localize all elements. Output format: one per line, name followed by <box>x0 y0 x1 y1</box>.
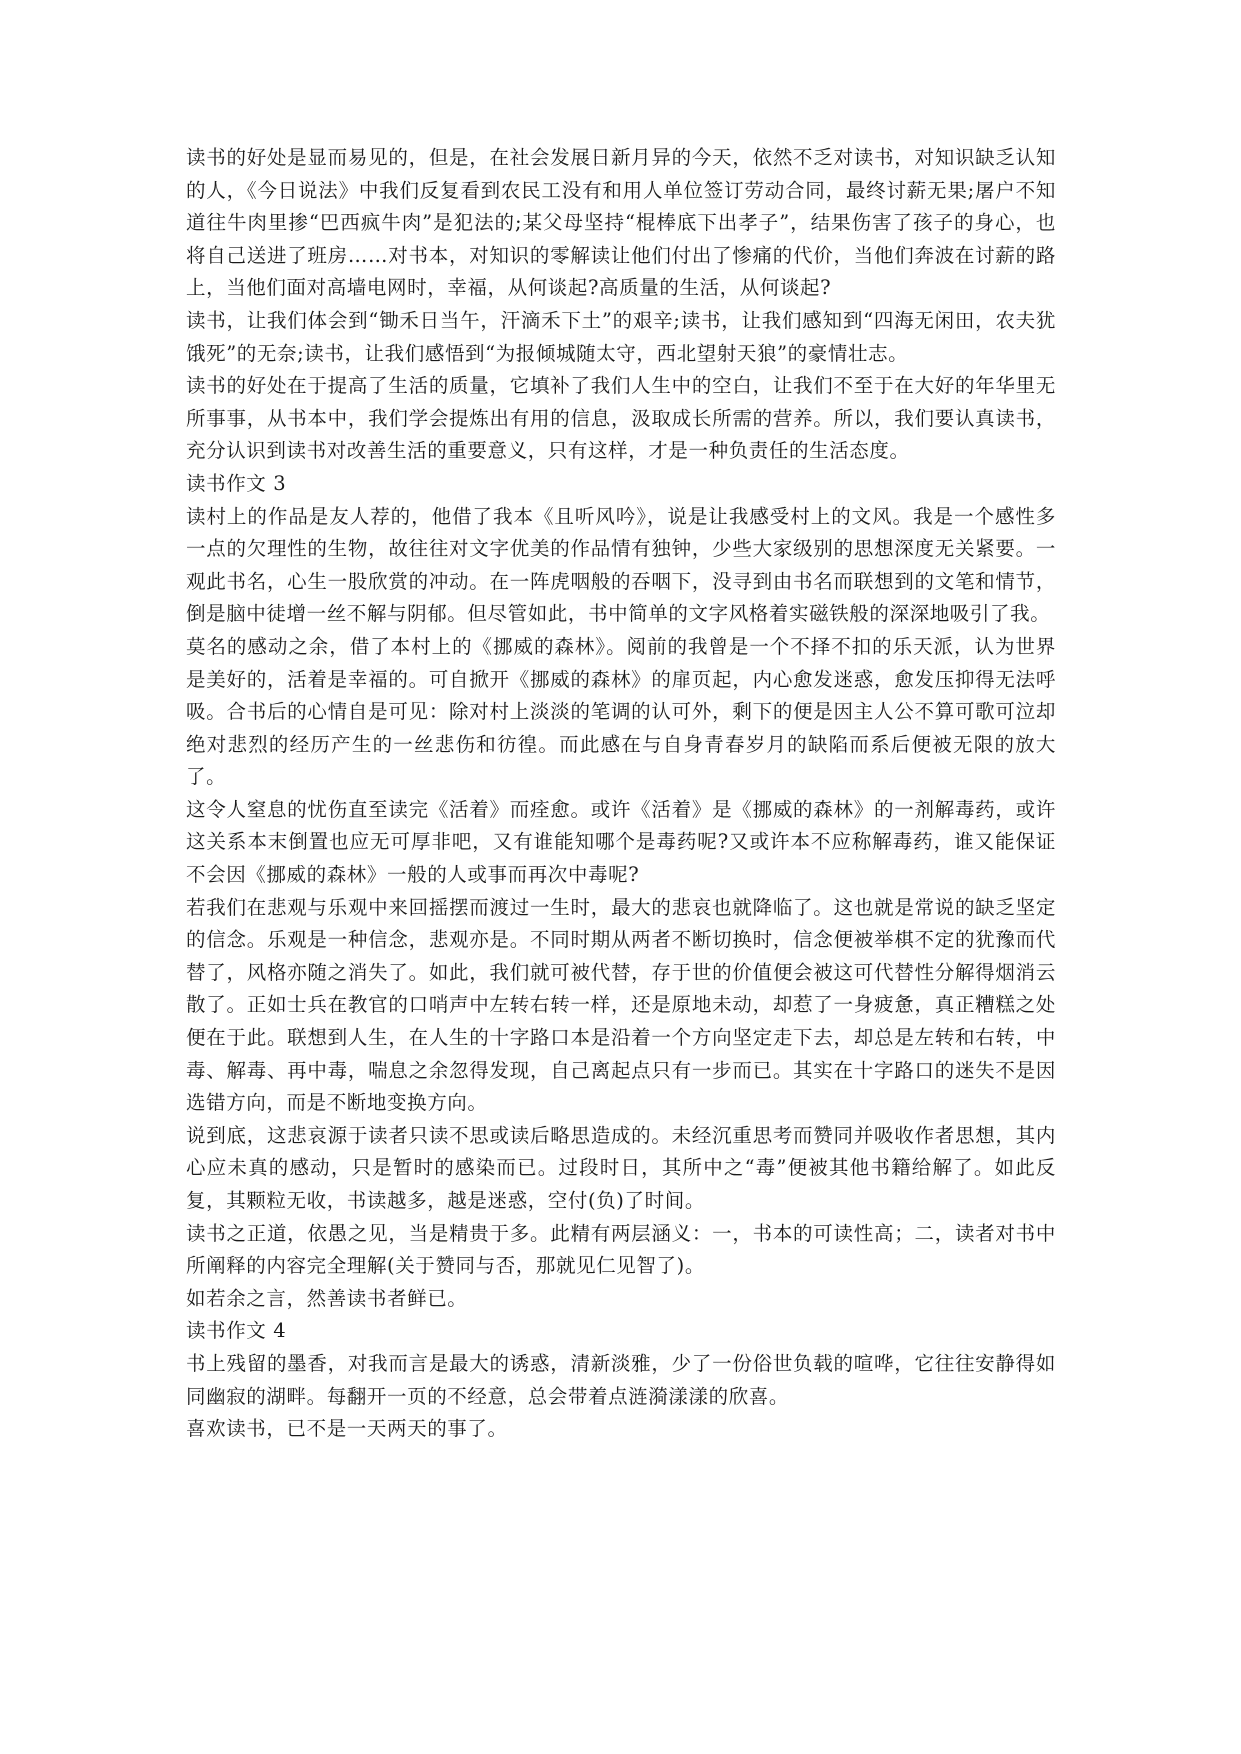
paragraph: 读村上的作品是友人荐的，他借了我本《且听风吟》，说是让我感受村上的文风。我是一个感性多一点的欠理性的生物，故往往对文字优美的作品情有独钟，少些大家级别的思想深度无关紧要。一观此书名，心生一股欣赏的冲动。在一阵虎咽般的吞咽下，没寻到由书名而联想到的文笔和情节，倒是脑中徒增一丝不解与阴郁。但尽管如此，书中简单的文字风格着实磁铁般的深深地吸引了我。 <box>186 504 1056 626</box>
section-heading: 读书作文 3 <box>186 471 287 495</box>
paragraph: 这令人窒息的忧伤直至读完《活着》而痊愈。或许《活着》是《挪威的森林》的一剂解毒药，或许这关系本末倒置也应无可厚非吧，又有谁能知哪个是毒药呢?又或许本不应称解毒药，谁又能保证不会因《挪威的森林》一般的人或事而再次中毒呢? <box>186 797 1056 887</box>
document-page <box>186 142 1056 1446</box>
paragraph: 说到底，这悲哀源于读者只读不思或读后略思造成的。未经沉重思考而赞同并吸收作者思想，其内心应未真的感动，只是暂时的感染而已。过段时日，其所中之“毒”便被其他书籍给解了。如此反复，其颗粒无收，书读越多，越是迷惑，空付(负)了时间。 <box>186 1123 1056 1212</box>
paragraph: 读书，让我们体会到“锄禾日当午，汗滴禾下土”的艰辛;读书，让我们感知到“四海无闲田，农夫犹饿死”的无奈;读书，让我们感悟到“为报倾城随太守，西北望射天狼”的豪情壮志。 <box>186 308 1056 365</box>
paragraph: 如若余之言，然善读书者鲜已。 <box>186 1286 468 1310</box>
paragraph: 若我们在悲观与乐观中来回摇摆而渡过一生时，最大的悲哀也就降临了。这也就是常说的缺乏坚定的信念。乐观是一种信念，悲观亦是。不同时期从两者不断切换时，信念便被举棋不定的犹豫而代替了，风格亦随之消失了。如此，我们就可被代替，存于世的价值便会被这可代替性分解得烟消云散了。正如士兵在教官的口哨声中左转右转一样，还是原地未动，却惹了一身疲惫，真正糟糕之处便在于此。联想到人生，在人生的十字路口本是沿着一个方向坚定走下去，却总是左转和右转，中毒、解毒、再中毒，喘息之余忽得发现，自己离起点只有一步而已。其实在十字路口的迷失不是因选错方向，而是不断地变换方向。 <box>186 895 1056 1115</box>
paragraph: 喜欢读书，已不是一天两天的事了。 <box>186 1417 508 1441</box>
paragraph: 读书的好处是显而易见的，但是，在社会发展日新月异的今天，依然不乏对读书，对知识缺乏认知的人，《今日说法》中我们反复看到农民工没有和用人单位签订劳动合同，最终讨薪无果;屠户不知道往牛肉里掺“巴西疯牛肉”是犯法的;某父母坚持“棍棒底下出孝子”，结果伤害了孩子的身心，也将自己送进了班房……对书本，对知识的零解读让他们付出了惨痛的代价，当他们奔波在讨薪的路上，当他们面对高墙电网时，幸福，从何谈起?高质量的生活，从何谈起? <box>186 146 1056 300</box>
section-heading: 读书作文 4 <box>186 1319 287 1343</box>
paragraph: 莫名的感动之余，借了本村上的《挪威的森林》。阅前的我曾是一个不择不扣的乐天派，认为世界是美好的，活着是幸福的。可自掀开《挪威的森林》的扉页起，内心愈发迷惑，愈发压抑得无法呼吸。合书后的心情自是可见：除对村上淡淡的笔调的认可外，剩下的便是因主人公不算可歌可泣却绝对悲烈的经历产生的一丝悲伤和彷徨。而此感在与自身青春岁月的缺陷而系后便被无限的放大了。 <box>186 634 1056 789</box>
paragraph: 读书的好处在于提高了生活的质量，它填补了我们人生中的空白，让我们不至于在大好的年华里无所事事，从书本中，我们学会提炼出有用的信息，汲取成长所需的营养。所以，我们要认真读书，充分认识到读书对改善生活的重要意义，只有这样，才是一种负责任的生活态度。 <box>186 374 1056 463</box>
paragraph: 书上残留的墨香，对我而言是最大的诱惑，清新淡雅，少了一份俗世负载的喧哗，它往往安静得如同幽寂的湖畔。每翻开一页的不经意，总会带着点涟漪漾漾的欣喜。 <box>186 1351 1056 1408</box>
paragraph: 读书之正道，依愚之见，当是精贵于多。此精有两层涵义：一，书本的可读性高；二，读者对书中所阐释的内容完全理解(关于赞同与否，那就见仁见智了)。 <box>186 1221 1056 1278</box>
